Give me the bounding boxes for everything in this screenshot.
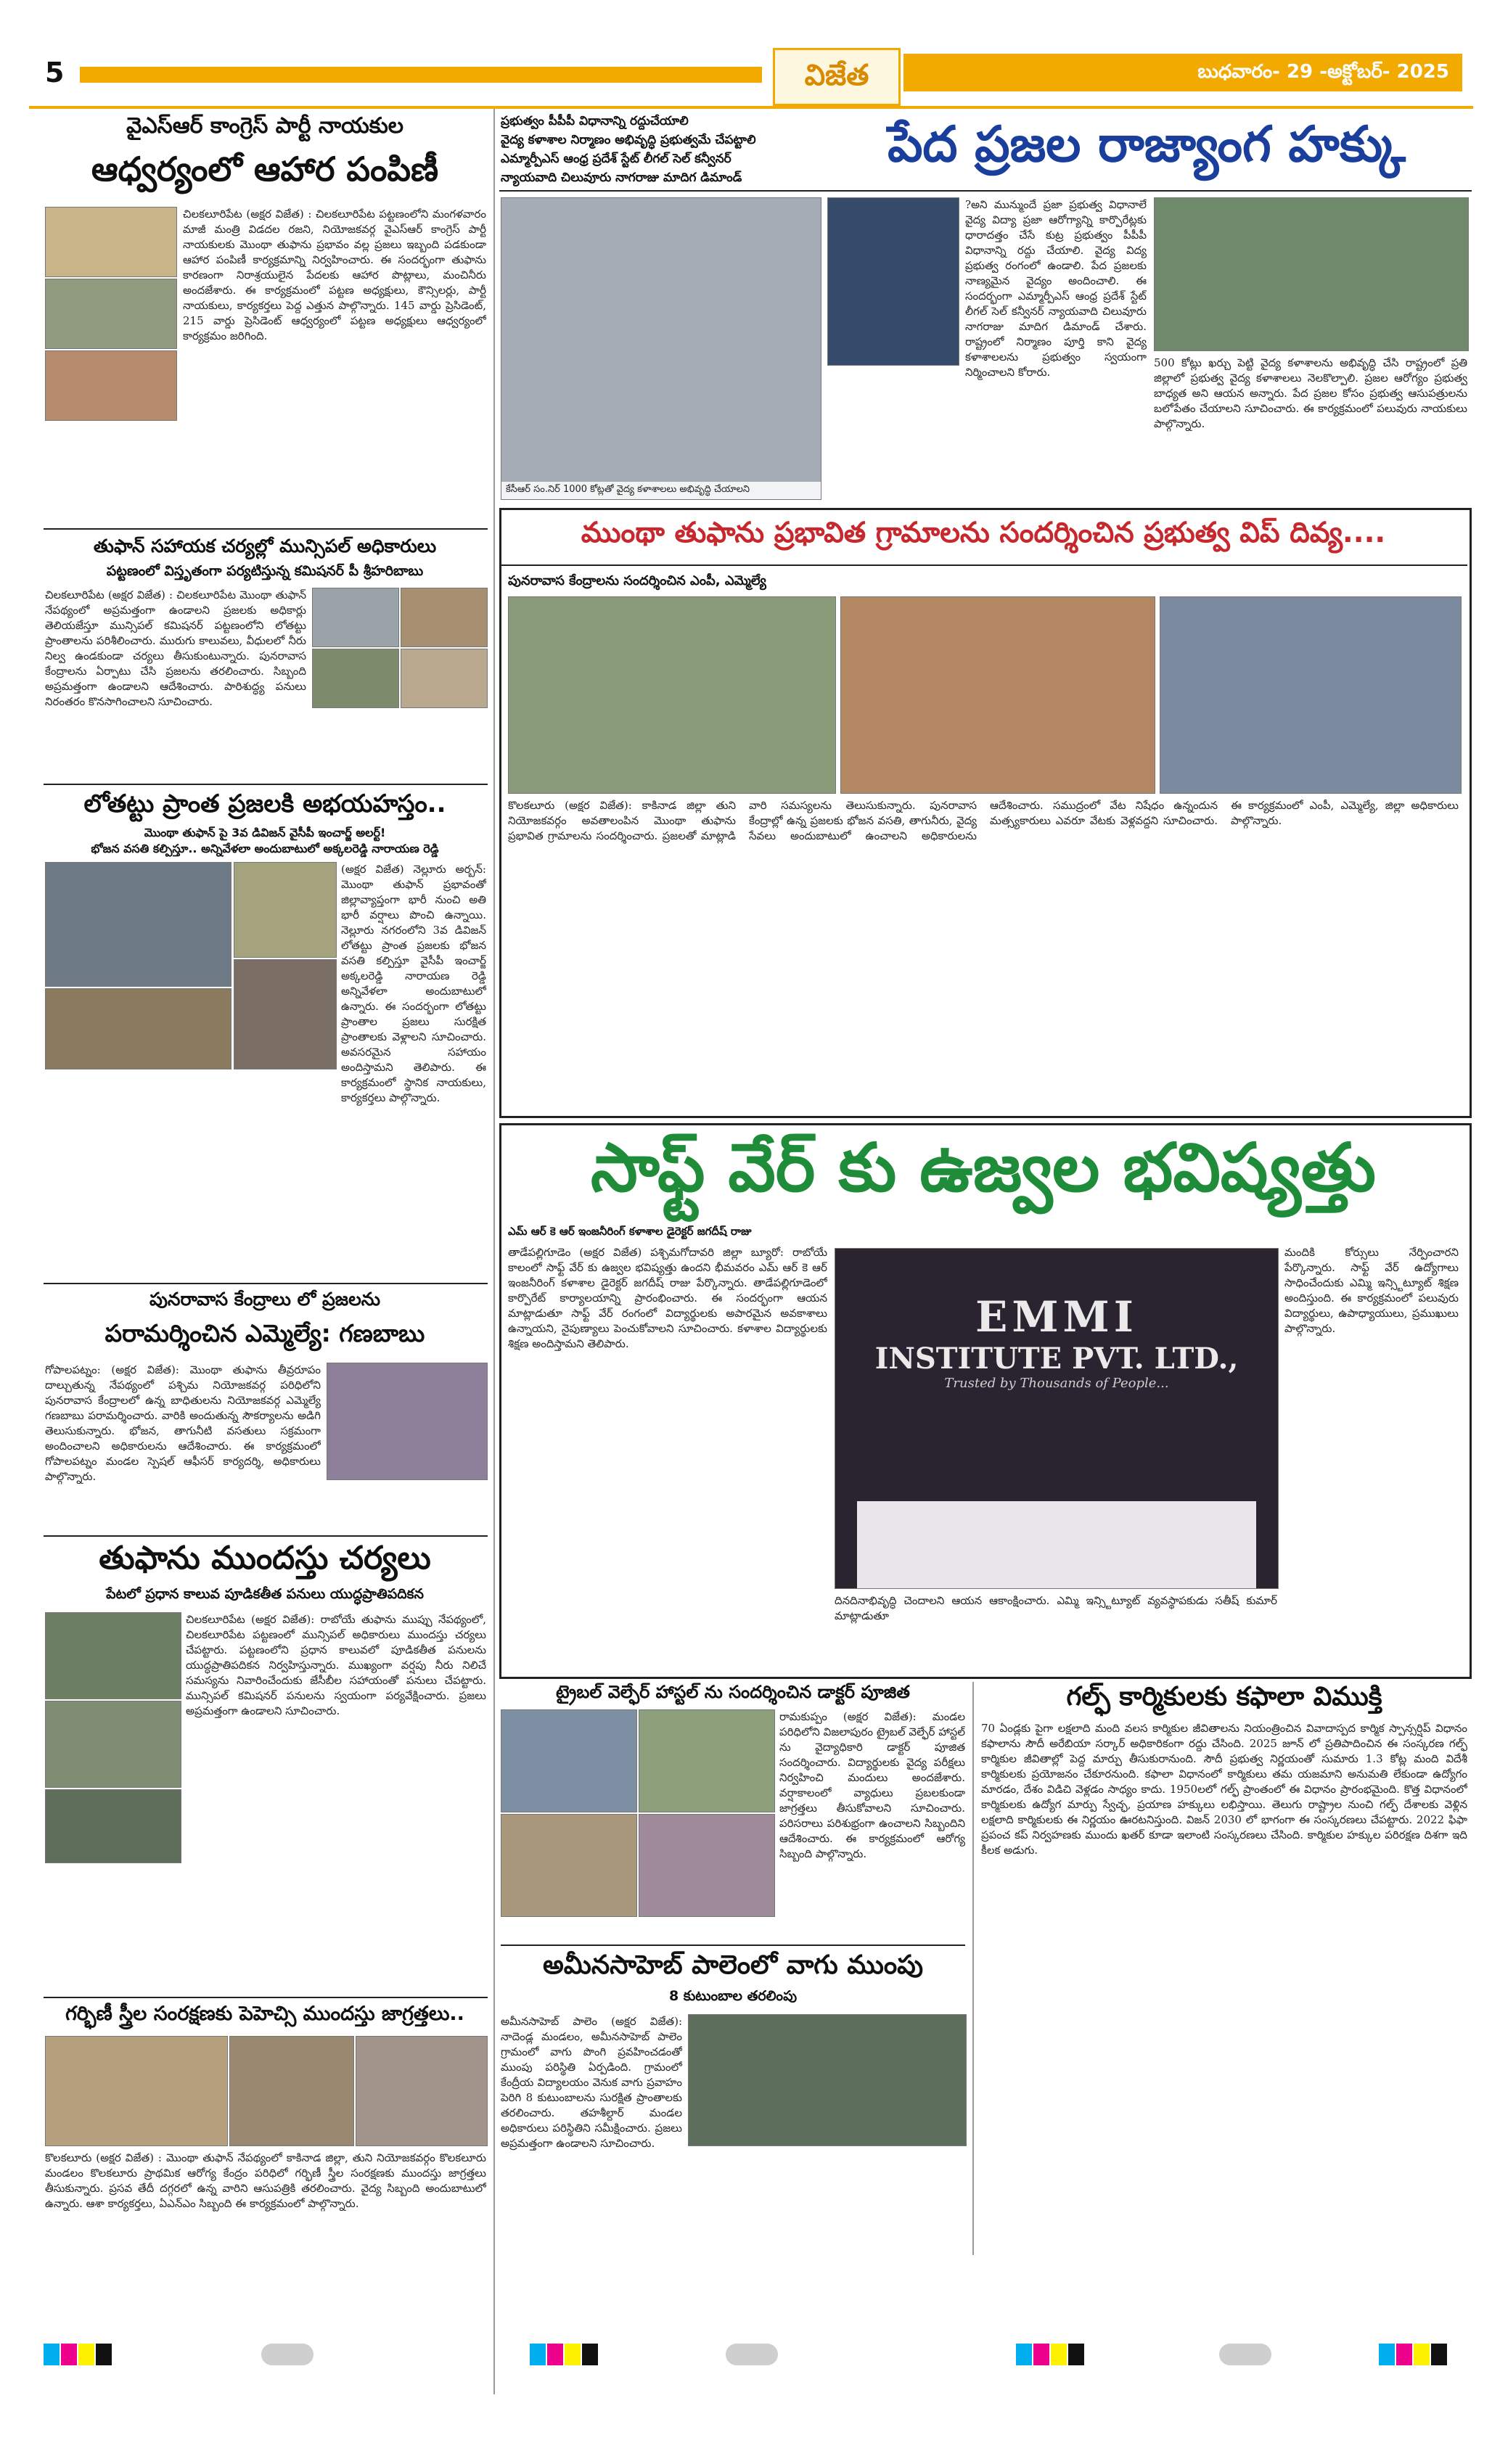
software-photo (835, 1248, 1279, 1589)
s3-photo-1 (45, 862, 231, 987)
color-swatch-magenta (1396, 2344, 1412, 2365)
color-swatch-yellow (78, 2344, 94, 2365)
divya-headline: ముంథా తుఫాను ప్రభావిత గ్రామాలను సందర్శించిన ప్రభుత్వ విప్ దివ్య.... (581, 517, 1386, 549)
s5-headline: తుఫాను ముందస్తు చర్యలు (99, 1540, 431, 1577)
s4-kicker: పునరావాస కేంద్రాలు లో ప్రజలను (149, 1289, 381, 1310)
top-headline: పేద ప్రజల రాజ్యాంగ హక్కు (888, 116, 1406, 173)
ameena-headline: అమీనసాహెబ్ పాలెంలో వాగు ముంపు (542, 1950, 924, 1980)
header-rule (29, 106, 1473, 109)
software-photo-logo-line2: INSTITUTE PVT. LTD., (874, 1342, 1239, 1376)
divya-photo-3 (1160, 596, 1462, 794)
top-rule (499, 190, 1472, 192)
software-subhead: ఎమ్ ఆర్ కె ఆర్ ఇంజనీరింగ్ కళాశాల డైరెక్టర్ జగదీష్ రాజు (508, 1225, 752, 1238)
color-swatch-black (582, 2344, 598, 2365)
ameena-body: అమీనసాహెబ్ పాలెం (అక్షర విజేత): నాదెండ్ల మండలం, అమీనసాహెబ్ పాలెం గ్రామంలో వాగు పొంగి ప్రవహించడంతో ముంపు పరిస్థితి ఏర్పడింది. గ్రామంలో కేంద్రీయ విద్యాలయం వెనుక వాగు ప్రవాహం పెరిగి 8 కుటుంబాలను సురక్షిత ప్రాంతాలకు తరలించారు. తహశీల్దార్ మండల అధికారులు పరిస్థితిని సమీక్షించారు. ప్రజలు అప్రమత్తంగా ఉండాలని సూచించారు. (501, 2015, 682, 2150)
top-photo-right (1154, 197, 1469, 351)
top-photo-group (501, 197, 821, 500)
s3-body: (అక్షర విజేత) నెల్లూరు అర్బన్: మొంథా తుఫాన్ ప్రభావంతో జిల్లావ్యాప్తంగా భారీ నుంచి అతి భారీ వర్షాలు పొంచి ఉన్నాయి. నెల్లూరు నగరంలోని 3వ డివిజన్ లోతట్టు ప్రాంత ప్రజలకు భోజన వసతి కల్పిస్తూ వైసీపీ ఇంచార్జ్ అక్కలరెడ్డి నారాయణ రెడ్డి అన్నివేళలా అందుబాటులో ఉన్నారు. ఈ సందర్భంగా లోతట్టు ప్రాంతాల ప్రజలు సురక్షిత ప్రాంతాలకు వెళ్లాలని సూచించారు. అవసరమైన సహాయం అందిస్తామని తెలిపారు. ఈ కార్యక్రమంలో స్థానిక నాయకులు, కార్యకర్తలు పాల్గొన్నారు. (341, 863, 486, 1104)
page-number: 5 (45, 57, 65, 89)
s1-photo-2 (45, 279, 177, 349)
s5-photo-3 (45, 1789, 181, 1863)
s6-photo-3 (356, 2036, 488, 2146)
software-headline: సాఫ్ట్ వేర్ కు ఉజ్వల భవిష్యత్తు (590, 1129, 1377, 1207)
tribal-rule (501, 1944, 965, 1946)
s6-photo-1 (45, 2036, 228, 2146)
tribal-body: రామకుప్పం (అక్షర విజేత): మండల పరిధిలోని విజలాపురం ట్రైబల్ వెల్ఫేర్ హాస్టల్ ను వైద్యాధికారి డాక్టర్ పూజిత సందర్శించారు. విద్యార్థులకు వైద్య పరీక్షలు నిర్వహించి మందులు అందజేశారు. వర్షాకాలంలో వ్యాధులు ప్రబలకుండా జాగ్రత్తలు తీసుకోవాలని సూచించారు. పరిసరాలు పరిశుభ్రంగా ఉంచాలని సిబ్బందిని ఆదేశించారు. ఈ కార్యక్రమంలో ఆరోగ్య సిబ్బంది పాల్గొన్నారు. (779, 1710, 965, 1860)
software-body-left: తాడేపల్లిగూడెం (అక్షర విజేత) పశ్చిమగోదావరి జిల్లా బ్యూరో: రాబోయే కాలంలో సాఫ్ట్ వేర్ కు ఉజ్వల భవిష్యత్తు ఉందని భీమవరం ఎమ్ ఆర్ కె ఆర్ ఇంజనీరింగ్ కళాశాల డైరెక్టర్ జగదీష్ రాజు పేర్కొన్నారు. తాడేపల్లిగూడెంలో కార్పొరేట్ కార్యాలయాన్ని ప్రారంభించారు. ఈ సందర్భంగా ఆయన మాట్లాడుతూ సాఫ్ట్ వేర్ రంగంలో విద్యార్థులకు అపారమైన అవకాశాలు ఉన్నాయని, నైపుణ్యాలు పెంచుకోవాలని సూచించారు. కళాశాల విద్యార్థులకు శిక్షణ అందిస్తామని తెలిపారు. (508, 1246, 827, 1350)
s1-kicker: వైఎస్ఆర్ కాంగ్రెస్ పార్టీ నాయకుల (126, 113, 403, 139)
s3-headline: లోతట్టు ప్రాంత ప్రజలకి అభయహస్తం.. (83, 789, 446, 818)
top-kicker-line: వైద్య కళాశాల నిర్మాణం అభివృద్ధి ప్రభుత్వమే చేపట్టాలి (501, 133, 756, 147)
software-body-right: మందికి కోర్సులు నేర్పించారని పేర్కొన్నారు. సాఫ్ట్ వేర్ ఉద్యోగాలు సాధించేందుకు ఎమ్మి ఇన్స్టిట్యూట్ శిక్షణ అందిస్తుంది. ఈ కార్యక్రమంలో పలువురు విద్యార్థులు, ఉపాధ్యాయులు, ప్రముఖులు పాల్గొన్నారు. (1284, 1246, 1459, 1335)
s1-headline: ఆధ్వర్యంలో ఆహార పంపిణీ (91, 149, 439, 189)
software-photo-logo (835, 1292, 1278, 1391)
color-swatch-cyan (1379, 2344, 1395, 2365)
top-kicker-line: ప్రభుత్వం పీపీపీ విధానాన్ని రద్దుచేయాలి (501, 114, 689, 128)
divya-body: కొలకలూరు (అక్షర విజేత): కాకినాడ జిల్లా తుని నియోజకవర్గం అవతాలంపిన మొంథా తుఫాను ప్రభావిత గ్రామాలను సందర్శించారు. ప్రజలతో మాట్లాడి వారి సమస్యలను తెలుసుకున్నారు. పునరావాస కేంద్రాల్లో ఉన్న ప్రజలకు భోజన వసతి, తాగునీరు, వైద్య సేవలు అందుబాటులో ఉంచాలని అధికారులను ఆదేశించారు. సముద్రంలో వేట నిషేధం ఉన్నందున మత్స్యకారులు ఎవరూ వేటకు వెళ్లవద్దని సూచించారు. ఈ కార్యక్రమంలో ఎంపీ, ఎమ్మెల్యే, జిల్లా అధికారులు పాల్గొన్నారు. (508, 799, 1459, 842)
s1-body: చిలకలూరిపేట (అక్షర విజేత) : చిలకలూరిపేట పట్టణంలోని మంగళవారం మాజీ మంత్రి విడదల రజని, నియోజకవర్గ వైఎస్ఆర్ కాంగ్రెస్ పార్టీ నాయకులకు మొంథా తుఫాను ప్రభావం వల్ల ప్రజలు ఇబ్బంది పడకుండా ఆహార పంపిణీ కార్యక్రమాన్ని నిర్వహించారు. ఈ సందర్భంగా తుఫాను కారణంగా నిరాశ్రయులైన పేదలకు ఆహార పొట్లాలు, మంచినీరు అందజేశారు. ఈ కార్యక్రమంలో పట్టణ అధ్యక్షులు, కౌన్సిలర్లు, పార్టీ నాయకులు, కార్యకర్తలు పెద్ద ఎత్తున పాల్గొన్నారు. 145 వార్డు ప్రెసిడెంట్, 215 వార్డు ప్రెసిడెంట్ ఆధ్వర్యంలో పట్టణ అధ్యక్షులు ఆధ్వర్యంలో కార్యక్రమం జరిగింది. (183, 208, 486, 342)
color-swatch-yellow (1051, 2344, 1067, 2365)
color-swatch-black (96, 2344, 112, 2365)
s3-photo-3 (234, 862, 337, 958)
s3-photo-2 (45, 988, 231, 1069)
gray-register-pill (1219, 2344, 1271, 2365)
s4-photo-1 (327, 1363, 488, 1480)
s5-rule (44, 1997, 488, 1998)
s6-body: కొలకలూరు (అక్షర విజేత) : మొంథా తుఫాన్ నేపథ్యంలో కాకినాడ జిల్లా, తుని నియోజకవర్గం కొలకలూరు మండలం కొలకలూరు ప్రాథమిక ఆరోగ్య కేంద్రం పరిధిలో గర్భిణీ స్త్రీల సంరక్షణకు ముందస్తు జాగ్రత్తలు తీసుకున్నారు. ప్రసవ తేదీ దగ్గరలో ఉన్న వారిని ఆసుపత్రికి తరలించారు. వైద్య సిబ్బంది అందుబాటులో ఉన్నారు. ఆశా కార్యకర్తలు, ఏఎన్ఎం సిబ్బంది ఈ కార్యక్రమంలో పాల్గొన్నారు. (45, 2151, 486, 2210)
s3-photo-4 (234, 959, 337, 1069)
ameena-body-cont (688, 2149, 965, 2254)
tribal-headline: ట్రైబల్ వెల్ఫేర్ హాస్టల్ ను సందర్శించిన డాక్టర్ పూజిత (556, 1682, 910, 1702)
color-swatch-magenta (1033, 2344, 1049, 2365)
s6-headline: గర్భిణీ స్త్రీల సంరక్షణకు పెహెచ్సి ముందస్తు జాగ్రత్తలు.. (65, 2003, 464, 2025)
color-swatch-cyan (44, 2344, 60, 2365)
software-photo-logo-line3: Trusted by Thousands of People... (944, 1376, 1169, 1391)
s2-rule (44, 784, 488, 785)
ameena-photo (688, 2014, 967, 2146)
color-swatch-yellow (1414, 2344, 1430, 2365)
top-body-mid: ?అని మున్ముందే ప్రజా ప్రభుత్వ విధానాలే వైద్య విద్యా ప్రజా ఆరోగ్యాన్ని కార్పొరేట్లకు ధారాదత్తం చేసే కుట్ర ప్రభుత్వం పీపీపీ విధానాన్ని రద్దు చేయాలి. వైద్య విద్య ప్రభుత్వ రంగంలో ఉండాలి. పేద ప్రజలకు నాణ్యమైన వైద్యం అందించాలి. ఈ సందర్భంగా ఎమ్మార్పీఎస్ ఆంధ్ర ప్రదేశ్ స్టేట్ లీగల్ సెల్ కన్వీనర్ న్యాయవాది చిలువూరు నాగరాజు మాదిగ డిమాండ్ చేశారు. రాష్ట్రంలో నిర్మాణం పూర్తి కాని వైద్య కళాశాలలను ప్రభుత్వం స్వయంగా నిర్మించాలని కోరారు. (965, 198, 1147, 379)
color-swatch-black (1431, 2344, 1447, 2365)
software-photo-logo-line1: EMMI (975, 1292, 1138, 1342)
divya-photo-2 (840, 596, 1155, 794)
color-swatch-black (1068, 2344, 1084, 2365)
ameena-subhead: 8 కుటుంబాల తరలింపు (668, 1988, 798, 2004)
gulf-body: 70 ఏండ్లకు పైగా లక్షలాది మంది వలస కార్మికుల జీవితాలను నియంత్రించిన వివాదాస్పద కార్మిక స్పాన్సర్షిప్ విధానం కఫాలాను సౌదీ అరేబియా సర్కార్ అధికారికంగా రద్దు చేసింది. 2025 జూన్ లో ప్రతిపాదించిన ఈ సంస్కరణ గల్ఫ్ కార్మికుల జీవితాల్లో పెద్ద మార్పు తీసుకురానుంది. సౌదీ ప్రభుత్వ నిర్ణయంతో సుమారు 1.3 కోట్ల మంది విదేశీ కార్మికులకు ప్రయోజనం చేకూరనుంది. కఫాలా విధానంలో కార్మికులు తమ యజమాని అనుమతి లేకుండా ఉద్యోగం మారడం, దేశం విడిచి వెళ్లడం సాధ్యం కాదు. 1950లలో గల్ఫ్ ప్రాంతంలో ఈ విధానం ప్రారంభమైంది. కొత్త విధానంలో కార్మికులకు ఉద్యోగ మార్పు స్వేచ్ఛ, ప్రయాణ హక్కులు లభిస్తాయి. తెలుగు రాష్ట్రాల నుంచి గల్ఫ్ దేశాలకు వెళ్లిన లక్షలాది కార్మికులకు ఈ నిర్ణయం ఊరటనిస్తుంది. విజన్ 2030 లో భాగంగా ఈ సంస్కరణలు చేపట్టారు. 2022 ఫిఫా ప్రపంచ కప్ నిర్వహణకు ముందు ఖతర్ కూడా ఇలాంటి సంస్కరణలు చేసింది. కార్మికుల హక్కుల పరిరక్షణ దిశగా ఇది కీలక అడుగు. (981, 1722, 1467, 1857)
header-left-bar (80, 67, 762, 83)
s4-rule (44, 1535, 488, 1537)
top-kicker (501, 112, 813, 187)
color-swatch-cyan (530, 2344, 546, 2365)
top-photo-caption: కేసీఆర్ సం.నిర్ 1000 కోట్లతో వైద్య కళాశాలలు అభివృద్ధి చేయాలని (501, 482, 821, 499)
s1-photo-1 (45, 207, 177, 277)
s5-subhead: పేటలో ప్రధాన కాలువ పూడికతీత పనులు యుద్ధప్రాతిపదికన (106, 1586, 424, 1602)
divya-subhead: పునరావాస కేంద్రాలను సందర్శించిన ఎంపీ, ఎమ్మెల్యే (508, 573, 766, 588)
s2-body: చిలకలూరిపేట (అక్షర విజేత) : చిలకలూరిపేట మొంథా తుఫాన్ నేపథ్యంలో అప్రమత్తంగా ఉండాలని ప్రజలకు అధికార్లు తెలియజేస్తూ మున్సిపల్ కమిషనర్ పట్టణంలోని లోతట్టు ప్రాంతాలను పరిశీలించారు. మురుగు కాలువలు, వీధులలో నీరు నిల్వ ఉండకుండా చర్యలు తీసుకుంటున్నారు. పునరావాస కేంద్రాలను ఏర్పాటు చేసి ప్రజలను తరలించారు. సిబ్బంది అప్రమత్తంగా ఉండాలని ఆదేశించారు. పారిశుద్ధ్య పనులు నిరంతరం కొనసాగించాలని సూచించారు. (45, 588, 306, 708)
gray-register-pill (726, 2344, 778, 2365)
top-photo-portrait (827, 197, 959, 366)
tribal-photo-2 (639, 1709, 775, 1812)
s6-photo-2 (229, 2036, 354, 2146)
header-right-bar (903, 54, 1462, 91)
color-swatch-magenta (61, 2344, 77, 2365)
s2-photo-3 (312, 649, 399, 708)
s2-headline: తుఫాన్ సహాయక చర్యల్లో మున్సిపల్ అధికారులు (93, 535, 437, 557)
top-kicker-line: ఎమ్మార్పీఎస్ ఆంధ్ర ప్రదేశ్ స్టేట్ లీగల్ సెల్ కన్వీనర్ (501, 152, 731, 166)
color-swatch-yellow (565, 2344, 581, 2365)
tribal-photo-3 (501, 1814, 637, 1917)
s5-photo-2 (45, 1701, 181, 1788)
s2-photo-2 (401, 588, 488, 647)
gulf-headline: గల్ఫ్ కార్మికులకు కఫాలా విముక్తి (1066, 1682, 1382, 1712)
top-kicker-line: న్యాయవాది చిలువూరు నాగరాజు మాదిగ డిమాండ్ (501, 171, 742, 185)
software-caption: దినదినాభివృద్ధి చెందాలని ఆయన ఆకాంక్షించారు. ఎమ్మి ఇన్స్టిట్యూట్ వ్యవస్థాపకుడు సతీష్ కుమార్ మాట్లాడుతూ (835, 1594, 1277, 1622)
top-body-right: 500 కోట్లు ఖర్చు పెట్టి వైద్య కళాశాలను అభివృద్ధి చేసి రాష్ట్రంలో ప్రతి జిల్లాలో ప్రభుత్వ వైద్య కళాశాలలు నెలకొల్పాలి. ప్రజల ఆరోగ్యం ప్రభుత్వ బాధ్యత అని ఆయన అన్నారు. పేద ప్రజల కోసం ప్రభుత్వ ఆసుపత్రులను బలోపేతం చేయాలని సూచించారు. ఈ కార్యక్రమంలో పలువురు నాయకులు పాల్గొన్నారు. (1154, 356, 1467, 430)
tribal-photo-1 (501, 1709, 637, 1812)
gulf-divider (972, 1682, 974, 2255)
column-divider (493, 109, 495, 2394)
s2-subhead: పట్టణంలో విస్తృతంగా పర్యటిస్తున్న కమిషనర్ పీ శ్రీహరిబాబు (106, 563, 424, 579)
gray-register-pill (261, 2344, 313, 2365)
divya-photo-1 (508, 596, 836, 794)
top-body-left-under-portrait (827, 370, 958, 493)
issue-date: బుధవారం- 29 -అక్టోబర్- 2025 (1197, 61, 1449, 83)
s4-headline: పరామర్శించిన ఎమ్మెల్యే: గణబాబు (104, 1319, 425, 1347)
color-swatch-magenta (547, 2344, 563, 2365)
s2-photo-1 (312, 588, 399, 647)
masthead-title: విజేత (804, 59, 869, 92)
tribal-photo-4 (639, 1814, 775, 1917)
s4-body: గోపాలపట్నం: (అక్షర విజేత): మొంథా తుఫాను తీవ్రరూపం దాల్చుతున్న నేపథ్యంలో పశ్చిమ నియోజకవర్గ పరిధిలోని పునరావాస కేంద్రాలలో ఉన్న బాధితులను నియోజకవర్గ ఎమ్మెల్యే గణబాబు పరామర్శించారు. వారికి అందుతున్న సౌకర్యాలను అడిగి తెలుసుకున్నారు. భోజన, తాగునీటి వసతులు సక్రమంగా అందించాలని అధికారులను ఆదేశించారు. ఈ కార్యక్రమంలో గోపాలపట్నం మండల స్పెషల్ ఆఫీసర్ కార్యదర్శి, అధికారులు పాల్గొన్నారు. (45, 1363, 321, 1483)
s5-photo-1 (45, 1612, 181, 1699)
s3-subhead-1: మొంథా తుఫాన్ పై 3వ డివిజన్ వైసీపీ ఇంచార్జ్ అలర్ట్! (144, 826, 386, 839)
s3-subhead-2: భోజన వసతి కల్పిస్తూ.. అన్నివేళలా అందుబాటులో అక్కలరెడ్డి నారాయణ రెడ్డి (91, 842, 439, 855)
s2-photo-4 (401, 649, 488, 708)
s5-body: చిలకలూరిపేట (అక్షర విజేత): రాబోయే తుఫాను ముప్పు నేపథ్యంలో, చిలకలూరిపేట పట్టణంలో మున్సిపల్ అధికారులు ముందస్తు చర్యలు చేపట్టారు. పట్టణంలోని ప్రధాన కాలువలో పూడికతీత పనులను యుద్ధప్రాతిపదికన నిర్వహిస్తున్నారు. ముఖ్యంగా వర్షపు నీరు నిలిచే సమస్యను నివారించేందుకు జేసీబీల సహాయంతో పనులు చేపట్టారు. మున్సిపల్ కమిషనర్ పనులను స్వయంగా పర్యవేక్షించారు. ప్రజలు అప్రమత్తంగా ఉండాలని సూచించారు. (186, 1613, 486, 1717)
divya-rule (501, 564, 1467, 566)
color-swatch-cyan (1016, 2344, 1032, 2365)
s1-rule (44, 528, 488, 530)
s3-rule (44, 1283, 488, 1284)
software-photo-table (857, 1501, 1256, 1588)
s1-photo-3 (45, 350, 177, 421)
masthead-logo (773, 48, 901, 106)
